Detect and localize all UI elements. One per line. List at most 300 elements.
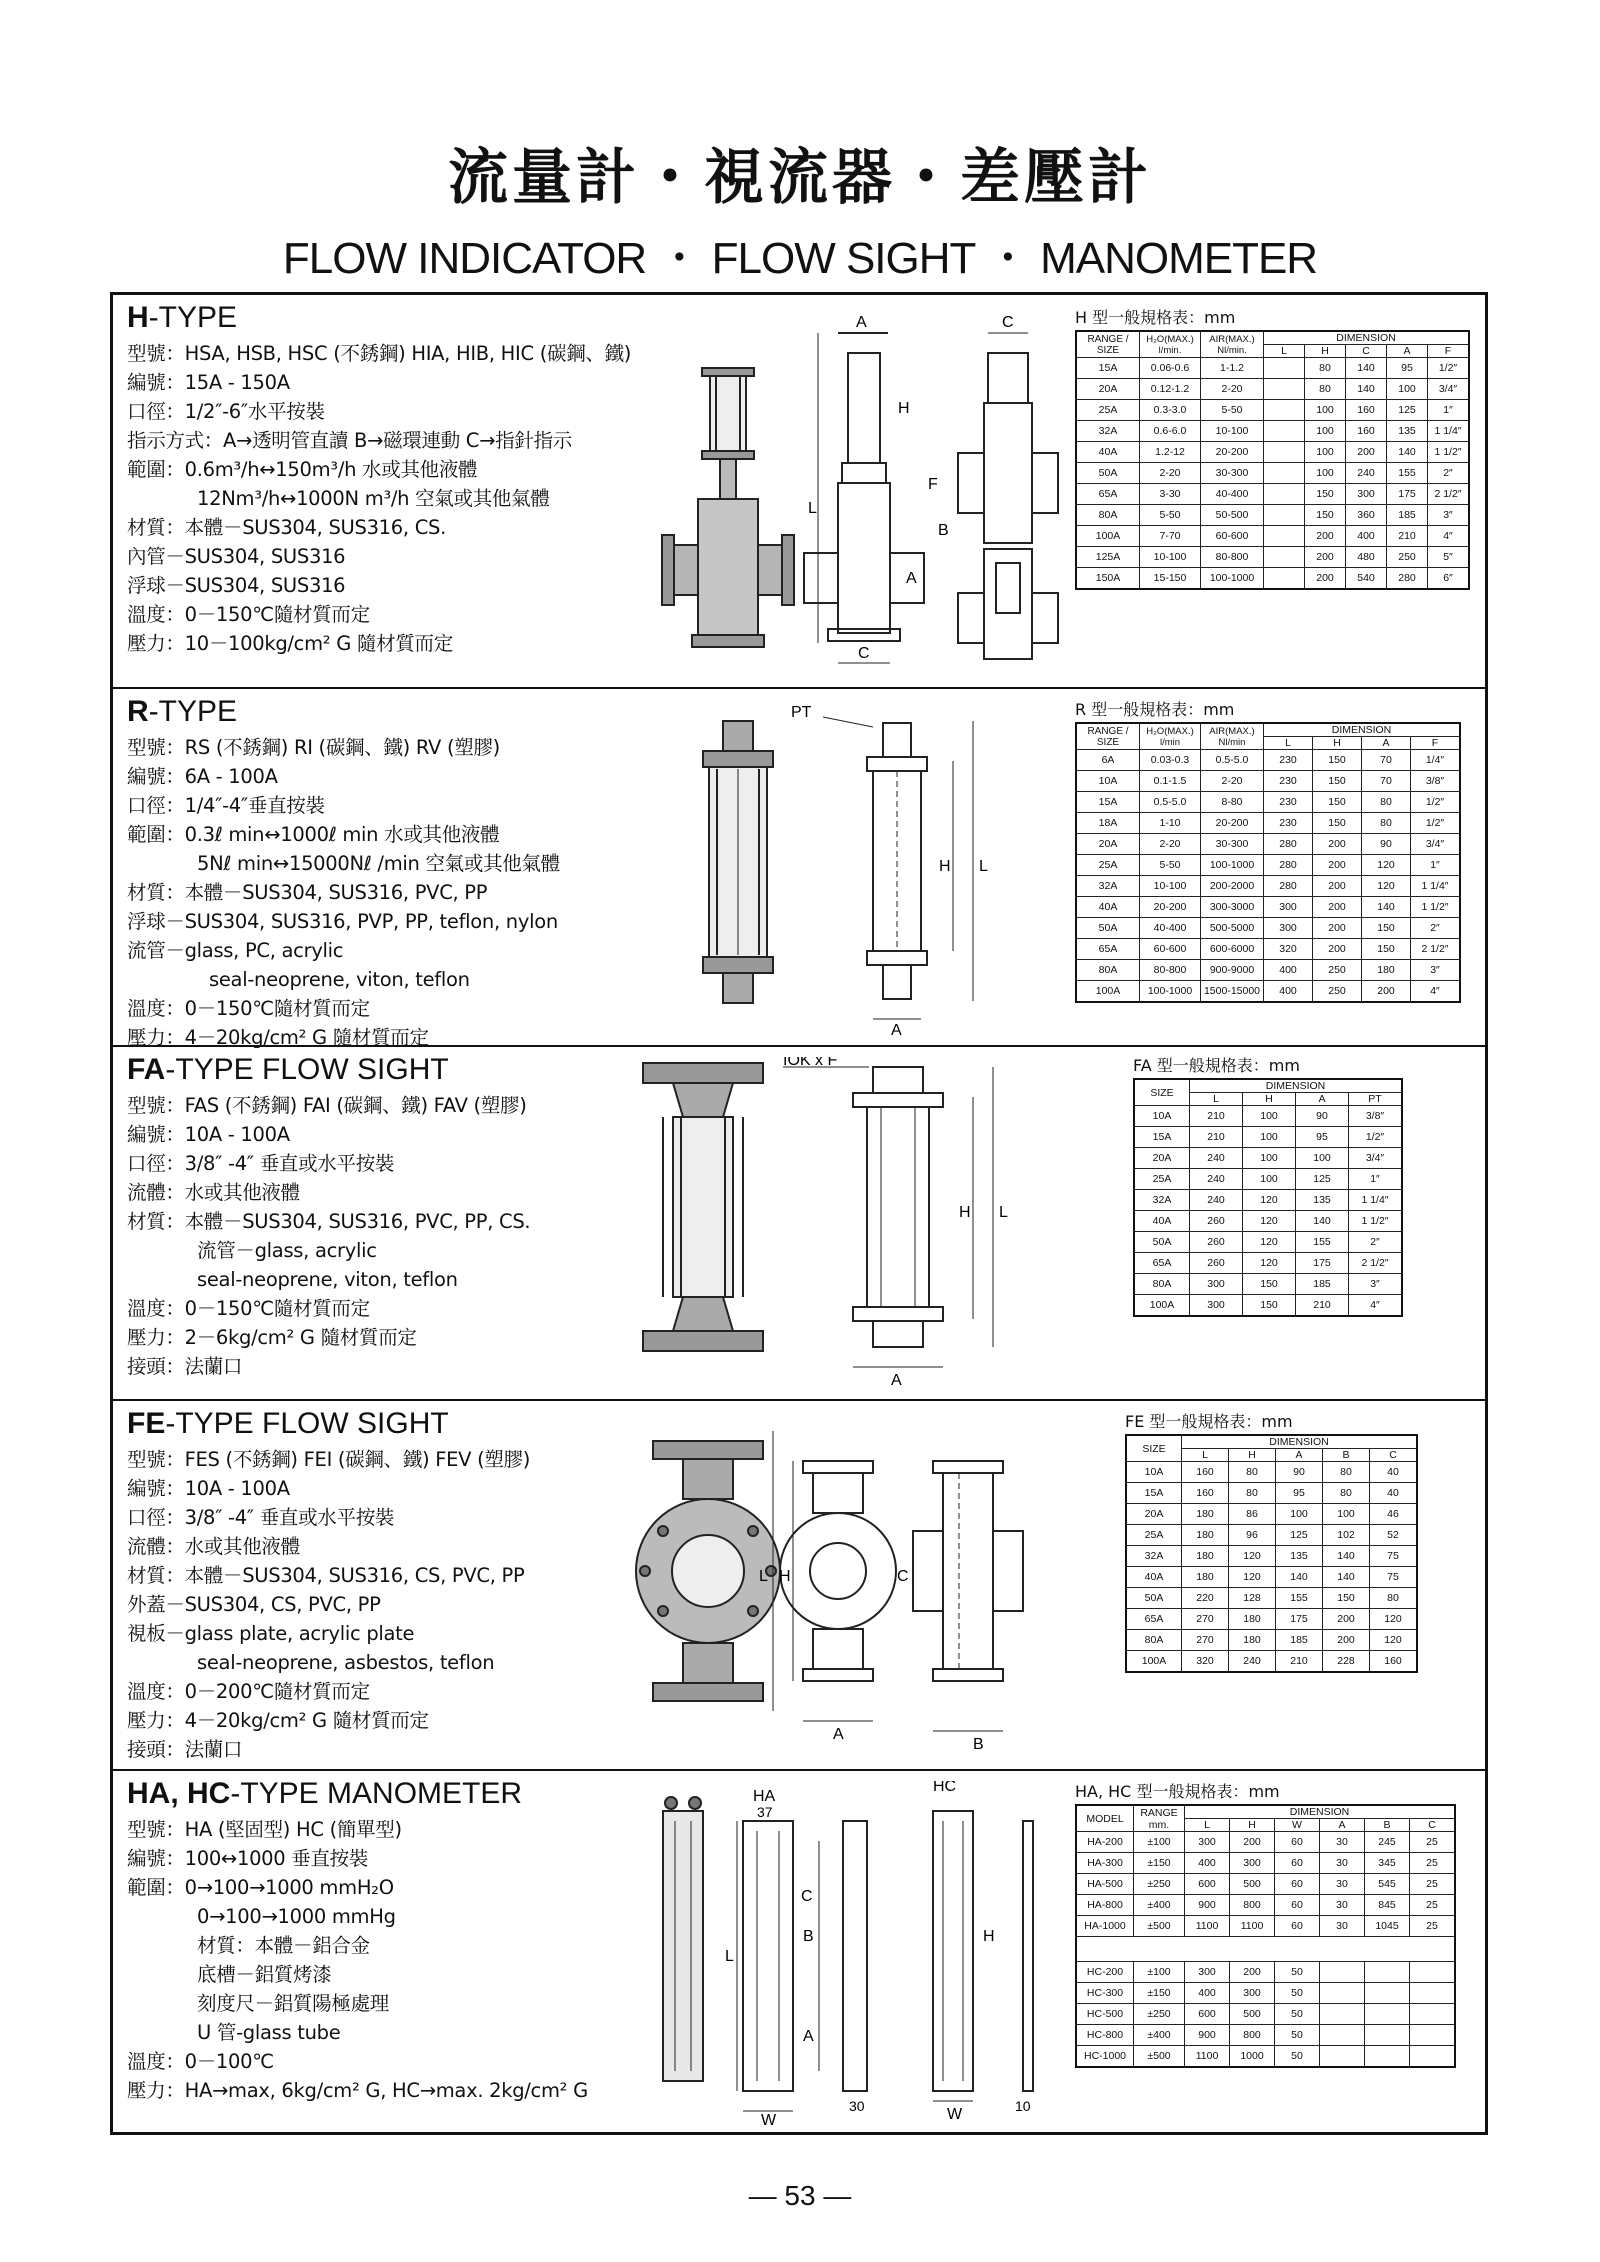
table-cell: 15A xyxy=(1076,792,1140,813)
h-table-wrap xyxy=(1075,305,1470,590)
fe-type-diagram xyxy=(613,1421,1213,1761)
table-cell: 180 xyxy=(1182,1567,1229,1588)
table-row xyxy=(1076,834,1460,855)
table-cell: 150 xyxy=(1305,484,1346,505)
table-cell: A xyxy=(1362,737,1411,750)
table-row xyxy=(1076,2004,1455,2025)
table-cell: 1″ xyxy=(1411,855,1461,876)
table-cell: 0.5-5.0 xyxy=(1201,750,1264,771)
table-cell: 3/8″ xyxy=(1411,771,1461,792)
table-row xyxy=(1134,1106,1402,1127)
fa-label-a: A xyxy=(891,1372,902,1389)
spec-line: 接頭：法蘭口 xyxy=(127,1355,243,1378)
table-cell: 18A xyxy=(1076,813,1140,834)
table-cell: 20-200 xyxy=(1201,442,1264,463)
table-cell: 25A xyxy=(1134,1169,1190,1190)
spec-line: 壓力：4－20kg/cm² G 隨材質而定 xyxy=(127,1709,429,1732)
table-cell: 0.6-6.0 xyxy=(1140,421,1201,442)
spec-fa-type xyxy=(127,1053,647,1381)
table-cell: 32A xyxy=(1076,421,1140,442)
h-label-a: A xyxy=(856,314,867,331)
table-cell: 125 xyxy=(1296,1169,1349,1190)
table-cell: 1/2″ xyxy=(1411,813,1461,834)
table-cell: HC-300 xyxy=(1076,1983,1134,2004)
hahc-photo xyxy=(663,1797,703,2081)
table-cell: 1045 xyxy=(1365,1916,1410,1937)
table-cell: 200 xyxy=(1313,876,1362,897)
table-cell: 100 xyxy=(1296,1148,1349,1169)
table-cell: ±500 xyxy=(1134,1916,1185,1937)
table-cell: 200 xyxy=(1323,1609,1370,1630)
table-cell: DIMENSION xyxy=(1264,723,1461,737)
table-cell: 125 xyxy=(1276,1525,1323,1546)
table-cell xyxy=(1365,2004,1410,2025)
spec-h-type xyxy=(127,301,647,658)
table-cell: 15A xyxy=(1076,358,1140,379)
table-cell: 40-400 xyxy=(1140,918,1201,939)
h-spec-table xyxy=(1075,330,1470,590)
table-cell: 65A xyxy=(1076,484,1140,505)
table-cell: L xyxy=(1264,737,1313,750)
table-row xyxy=(1076,463,1469,484)
table-cell: 2-20 xyxy=(1201,771,1264,792)
fa-table-caption: FA 型一般規格表：mm xyxy=(1133,1056,1300,1075)
section-hahc-type xyxy=(113,1771,1485,2135)
table-cell: 180 xyxy=(1182,1504,1229,1525)
table-cell: A xyxy=(1296,1093,1349,1106)
table-cell: 2-20 xyxy=(1140,834,1201,855)
page-title-cn: 流量計・視流器・差壓計 xyxy=(448,143,1152,213)
spec-line: 溫度：0－150℃隨材質而定 xyxy=(127,997,370,1020)
table-cell: 80 xyxy=(1370,1588,1418,1609)
table-cell: 2-20 xyxy=(1201,379,1264,400)
table-cell: L xyxy=(1190,1093,1243,1106)
table-cell: ±500 xyxy=(1134,2046,1185,2068)
table-cell xyxy=(1264,526,1305,547)
table-cell: 600 xyxy=(1185,2004,1230,2025)
table-cell: 155 xyxy=(1296,1232,1349,1253)
table-cell: 200 xyxy=(1362,981,1411,1003)
table-cell: 175 xyxy=(1387,484,1428,505)
table-cell: 2 1/2″ xyxy=(1428,484,1470,505)
table-cell: 210 xyxy=(1190,1127,1243,1148)
table-cell: 155 xyxy=(1387,463,1428,484)
spec-line: 編號：10A - 100A xyxy=(127,1123,290,1146)
table-row xyxy=(1076,981,1460,1003)
heading-fe-rest: -TYPE FLOW SIGHT xyxy=(165,1407,449,1440)
table-cell xyxy=(1264,421,1305,442)
section-fe-type xyxy=(113,1401,1485,1771)
table-cell: 140 xyxy=(1323,1567,1370,1588)
table-cell: 4″ xyxy=(1428,526,1470,547)
table-cell: A xyxy=(1276,1449,1323,1462)
spec-line: 5Nℓ min↔15000Nℓ /min 空氣或其他氣體 xyxy=(197,852,560,875)
table-cell: DIMENSION xyxy=(1190,1079,1403,1093)
table-cell: F xyxy=(1428,345,1470,358)
table-cell: 15A xyxy=(1134,1127,1190,1148)
table-row xyxy=(1076,723,1460,737)
table-cell: 270 xyxy=(1182,1630,1229,1651)
table-cell xyxy=(1264,505,1305,526)
table-row xyxy=(1076,918,1460,939)
spec-line: 編號：100↔1000 垂直按裝 xyxy=(127,1847,369,1870)
table-cell: 900 xyxy=(1185,2025,1230,2046)
table-cell: 100 xyxy=(1243,1169,1296,1190)
table-cell: 1/2″ xyxy=(1349,1127,1403,1148)
fe-label-c: C xyxy=(897,1568,909,1585)
heading-r-bold: R xyxy=(127,695,149,728)
table-row xyxy=(1076,2025,1455,2046)
table-cell: 32A xyxy=(1126,1546,1182,1567)
spec-line: 壓力：10－100kg/cm² G 隨材質而定 xyxy=(127,632,453,655)
h-label-c: C xyxy=(1002,314,1014,331)
table-cell: 80A xyxy=(1076,960,1140,981)
table-cell: 52 xyxy=(1370,1525,1418,1546)
table-cell: 2″ xyxy=(1428,463,1470,484)
table-cell: 140 xyxy=(1296,1211,1349,1232)
spec-line: 材質：本體－SUS304, SUS316, CS, PVC, PP xyxy=(127,1564,525,1587)
table-cell: 120 xyxy=(1243,1253,1296,1274)
fe-label-l: L xyxy=(759,1568,768,1585)
table-cell: 100A xyxy=(1134,1295,1190,1317)
table-cell: 300 xyxy=(1190,1295,1243,1317)
table-cell: 15A xyxy=(1126,1483,1182,1504)
r-table-wrap xyxy=(1075,697,1461,1003)
heading-hahc-rest: -TYPE MANOMETER xyxy=(230,1777,523,1810)
table-cell: 10A xyxy=(1134,1106,1190,1127)
table-cell: 185 xyxy=(1387,505,1428,526)
table-cell: 120 xyxy=(1243,1211,1296,1232)
table-cell: 180 xyxy=(1182,1525,1229,1546)
table-cell: 100 xyxy=(1305,400,1346,421)
table-cell: 400 xyxy=(1264,981,1313,1003)
table-cell: 100 xyxy=(1243,1106,1296,1127)
table-cell: 50 xyxy=(1275,2025,1320,2046)
heading-h-type xyxy=(127,301,647,335)
table-cell: 100 xyxy=(1305,442,1346,463)
table-cell xyxy=(1264,358,1305,379)
table-row xyxy=(1134,1190,1402,1211)
table-cell: ±100 xyxy=(1134,1832,1185,1853)
heading-hahc-type xyxy=(127,1777,647,1811)
table-cell xyxy=(1264,547,1305,568)
fa-table-wrap xyxy=(1133,1053,1403,1317)
table-cell: C xyxy=(1410,1819,1456,1832)
table-cell: 40A xyxy=(1076,442,1140,463)
heading-r-rest: -TYPE xyxy=(148,695,238,728)
table-cell: 10-100 xyxy=(1201,421,1264,442)
table-cell: 4″ xyxy=(1411,981,1461,1003)
table-cell: 100-1000 xyxy=(1201,855,1264,876)
spec-line: 型號：FAS (不銹鋼) FAI (碳鋼、鐵) FAV (塑膠) xyxy=(127,1094,527,1117)
table-cell: 86 xyxy=(1229,1504,1276,1525)
table-cell: 3/8″ xyxy=(1349,1106,1403,1127)
spec-line: 材質：本體－SUS304, SUS316, CS. xyxy=(127,516,446,539)
page-number: — 53 — xyxy=(748,2180,852,2211)
table-row xyxy=(1076,750,1460,771)
table-cell: 480 xyxy=(1346,547,1387,568)
table-cell: 1 1/4″ xyxy=(1349,1190,1403,1211)
table-row xyxy=(1076,1962,1455,1983)
table-cell: ±400 xyxy=(1134,1895,1185,1916)
table-cell: L xyxy=(1264,345,1305,358)
table-cell: 150 xyxy=(1313,792,1362,813)
table-row xyxy=(1076,484,1469,505)
table-cell: 180 xyxy=(1362,960,1411,981)
table-cell: 320 xyxy=(1182,1651,1229,1673)
hahc-label-c: C xyxy=(801,1888,813,1905)
fe-spec-table xyxy=(1125,1434,1418,1673)
table-cell: 60 xyxy=(1275,1832,1320,1853)
table-cell: 150 xyxy=(1243,1295,1296,1317)
table-cell: 300 xyxy=(1264,897,1313,918)
table-cell: 32A xyxy=(1134,1190,1190,1211)
table-cell xyxy=(1365,2046,1410,2068)
table-cell: 90 xyxy=(1296,1106,1349,1127)
table-cell: F xyxy=(1411,737,1461,750)
table-cell: 200 xyxy=(1313,834,1362,855)
hahc-table-wrap xyxy=(1075,1779,1456,2068)
table-cell: 1″ xyxy=(1349,1169,1403,1190)
hahc-label-ha: HA xyxy=(753,1788,776,1805)
table-cell: 200 xyxy=(1313,855,1362,876)
h-type-photo xyxy=(662,368,794,647)
table-cell: 5-50 xyxy=(1201,400,1264,421)
table-cell: 95 xyxy=(1276,1483,1323,1504)
table-cell: 1.2-12 xyxy=(1140,442,1201,463)
table-cell: MODEL xyxy=(1076,1805,1134,1832)
fa-label-h: H xyxy=(959,1204,971,1221)
spec-line: 口徑：3/8″ -4″ 垂直或水平按裝 xyxy=(127,1506,395,1529)
table-cell: 500-5000 xyxy=(1201,918,1264,939)
table-cell: 25 xyxy=(1410,1895,1456,1916)
table-row xyxy=(1126,1651,1417,1673)
heading-h-rest: -TYPE xyxy=(148,301,238,334)
table-cell: 80 xyxy=(1362,813,1411,834)
table-cell: 400 xyxy=(1346,526,1387,547)
table-cell: 100 xyxy=(1323,1504,1370,1525)
hahc-outline xyxy=(737,1811,1033,2111)
r-label-h: H xyxy=(939,858,951,875)
table-cell: 100 xyxy=(1243,1148,1296,1169)
table-cell xyxy=(1076,1937,1455,1962)
heading-hahc-bold: HA, HC xyxy=(127,1777,231,1810)
table-cell: 2-20 xyxy=(1140,463,1201,484)
table-cell: 300 xyxy=(1230,1983,1275,2004)
table-cell: H xyxy=(1230,1819,1275,1832)
table-cell: 60 xyxy=(1275,1853,1320,1874)
hahc-label-10: 10 xyxy=(1015,2098,1031,2114)
table-cell: 140 xyxy=(1346,358,1387,379)
table-cell: 150 xyxy=(1362,939,1411,960)
table-cell: 0.1-1.5 xyxy=(1140,771,1201,792)
section-r-type xyxy=(113,689,1485,1047)
table-cell: 100-1000 xyxy=(1201,568,1264,590)
table-cell: 60 xyxy=(1275,1916,1320,1937)
table-cell: 150A xyxy=(1076,568,1140,590)
table-cell: DIMENSION xyxy=(1185,1805,1456,1819)
spec-line: seal-neoprene, viton, teflon xyxy=(209,968,470,991)
table-cell: 8-80 xyxy=(1201,792,1264,813)
table-cell: 120 xyxy=(1229,1546,1276,1567)
table-row xyxy=(1076,897,1460,918)
h-label-h: H xyxy=(898,400,910,417)
table-cell xyxy=(1264,484,1305,505)
fe-table-caption: FE 型一般規格表：mm xyxy=(1125,1412,1293,1431)
table-cell: SIZE xyxy=(1134,1079,1190,1106)
table-cell: 300 xyxy=(1230,1853,1275,1874)
table-cell xyxy=(1264,442,1305,463)
table-cell: 300 xyxy=(1190,1274,1243,1295)
fa-label-l: L xyxy=(999,1204,1008,1221)
table-cell xyxy=(1320,1962,1365,1983)
spec-line: 編號：15A - 150A xyxy=(127,371,290,394)
table-cell: DIMENSION xyxy=(1264,331,1470,345)
table-cell: 200 xyxy=(1313,897,1362,918)
spec-line: 底槽－鋁質烤漆 xyxy=(197,1963,332,1986)
table-cell: 30-300 xyxy=(1201,463,1264,484)
table-cell: 40 xyxy=(1370,1483,1418,1504)
table-cell: 80A xyxy=(1134,1274,1190,1295)
spec-line: 材質：本體－SUS304, SUS316, PVC, PP xyxy=(127,881,488,904)
table-row xyxy=(1126,1504,1417,1525)
table-cell: 1/2″ xyxy=(1411,792,1461,813)
table-cell xyxy=(1410,1962,1456,1983)
table-cell: 230 xyxy=(1264,771,1313,792)
table-cell: 80-800 xyxy=(1140,960,1201,981)
table-cell: ±250 xyxy=(1134,1874,1185,1895)
table-cell: 25A xyxy=(1076,855,1140,876)
table-cell: 80 xyxy=(1323,1462,1370,1483)
table-row xyxy=(1076,1916,1455,1937)
spec-line: 視板－glass plate, acrylic plate xyxy=(127,1622,415,1645)
table-cell: 500 xyxy=(1230,1874,1275,1895)
table-cell: 280 xyxy=(1264,876,1313,897)
table-cell: 10A xyxy=(1076,771,1140,792)
table-cell: 160 xyxy=(1346,421,1387,442)
table-cell: 50 xyxy=(1275,1962,1320,1983)
table-cell: 40-400 xyxy=(1201,484,1264,505)
table-cell: 250 xyxy=(1313,960,1362,981)
table-cell: 20-200 xyxy=(1201,813,1264,834)
heading-h-bold: H xyxy=(127,301,149,334)
spec-line: 溫度：0－150℃隨材質而定 xyxy=(127,1297,370,1320)
table-cell: 220 xyxy=(1182,1588,1229,1609)
table-cell: H xyxy=(1313,737,1362,750)
table-cell: 50A xyxy=(1076,463,1140,484)
table-row xyxy=(1076,505,1469,526)
table-cell: 80A xyxy=(1126,1630,1182,1651)
table-cell: 150 xyxy=(1243,1274,1296,1295)
spec-line: U 管-glass tube xyxy=(197,2021,341,2044)
table-cell: 5″ xyxy=(1428,547,1470,568)
spec-line: 編號：10A - 100A xyxy=(127,1477,290,1500)
table-cell xyxy=(1410,1983,1456,2004)
heading-fa-rest: -TYPE FLOW SIGHT xyxy=(165,1053,449,1086)
heading-fa-type xyxy=(127,1053,647,1087)
table-cell: 250 xyxy=(1387,547,1428,568)
table-cell: 150 xyxy=(1362,918,1411,939)
table-cell: 270 xyxy=(1182,1609,1229,1630)
table-cell xyxy=(1320,2004,1365,2025)
table-cell: 60-600 xyxy=(1140,939,1201,960)
table-cell: 135 xyxy=(1387,421,1428,442)
table-row xyxy=(1076,792,1460,813)
table-cell: 70 xyxy=(1362,771,1411,792)
table-cell: H xyxy=(1305,345,1346,358)
table-cell: 120 xyxy=(1370,1609,1418,1630)
table-cell: 96 xyxy=(1229,1525,1276,1546)
table-cell: 95 xyxy=(1296,1127,1349,1148)
table-row xyxy=(1076,379,1469,400)
table-cell: 140 xyxy=(1346,379,1387,400)
table-cell: 6″ xyxy=(1428,568,1470,590)
table-cell: 260 xyxy=(1190,1253,1243,1274)
table-cell: 200 xyxy=(1305,568,1346,590)
table-cell: PT xyxy=(1349,1093,1403,1106)
table-row xyxy=(1134,1079,1402,1093)
table-cell: 100 xyxy=(1305,421,1346,442)
table-cell: 345 xyxy=(1365,1853,1410,1874)
table-cell: 46 xyxy=(1370,1504,1418,1525)
table-cell: H₂O(MAX.) l/min. xyxy=(1140,331,1201,358)
table-cell: 10-100 xyxy=(1140,547,1201,568)
table-cell: 260 xyxy=(1190,1211,1243,1232)
table-cell: 50-500 xyxy=(1201,505,1264,526)
spec-hahc-type xyxy=(127,1777,647,2105)
spec-r-type xyxy=(127,695,647,1052)
table-cell: C xyxy=(1346,345,1387,358)
table-cell: 25A xyxy=(1076,400,1140,421)
table-cell: 1000 xyxy=(1230,2046,1275,2068)
table-cell: 545 xyxy=(1365,1874,1410,1895)
table-cell: 1-10 xyxy=(1140,813,1201,834)
hahc-label-l: L xyxy=(725,1948,734,1965)
table-cell: 70 xyxy=(1362,750,1411,771)
spec-line: 型號：RS (不銹鋼) RI (碳鋼、鐵) RV (塑膠) xyxy=(127,736,500,759)
spec-line: 流體：水或其他液體 xyxy=(127,1535,300,1558)
spec-line: 外蓋－SUS304, CS, PVC, PP xyxy=(127,1593,381,1616)
table-cell: 155 xyxy=(1276,1588,1323,1609)
table-cell: 185 xyxy=(1296,1274,1349,1295)
table-cell: 25 xyxy=(1410,1853,1456,1874)
table-cell: 1 1/4″ xyxy=(1411,876,1461,897)
table-cell: 30 xyxy=(1320,1895,1365,1916)
heading-fa-bold: FA xyxy=(127,1053,166,1086)
table-cell: 1100 xyxy=(1185,2046,1230,2068)
table-cell: 1-1.2 xyxy=(1201,358,1264,379)
table-row xyxy=(1076,2046,1455,2068)
table-cell: 2″ xyxy=(1349,1232,1403,1253)
table-cell: 2 1/2″ xyxy=(1349,1253,1403,1274)
table-cell: HA-200 xyxy=(1076,1832,1134,1853)
table-row xyxy=(1134,1253,1402,1274)
table-cell: 160 xyxy=(1370,1651,1418,1673)
table-cell: 800 xyxy=(1230,1895,1275,1916)
page-title-en: FLOW INDICATOR ・ FLOW SIGHT ・ MANOMETER xyxy=(282,234,1318,283)
table-row xyxy=(1076,1983,1455,2004)
table-cell: 1 1/2″ xyxy=(1428,442,1470,463)
table-row xyxy=(1076,1805,1455,1819)
table-cell: 20A xyxy=(1076,379,1140,400)
table-cell: 20-200 xyxy=(1140,897,1201,918)
table-cell: 90 xyxy=(1276,1462,1323,1483)
table-cell: ±400 xyxy=(1134,2025,1185,2046)
table-cell: 240 xyxy=(1229,1651,1276,1673)
table-cell: 300-3000 xyxy=(1201,897,1264,918)
table-cell: 1 1/2″ xyxy=(1349,1211,1403,1232)
r-type-diagram xyxy=(673,701,1093,1041)
